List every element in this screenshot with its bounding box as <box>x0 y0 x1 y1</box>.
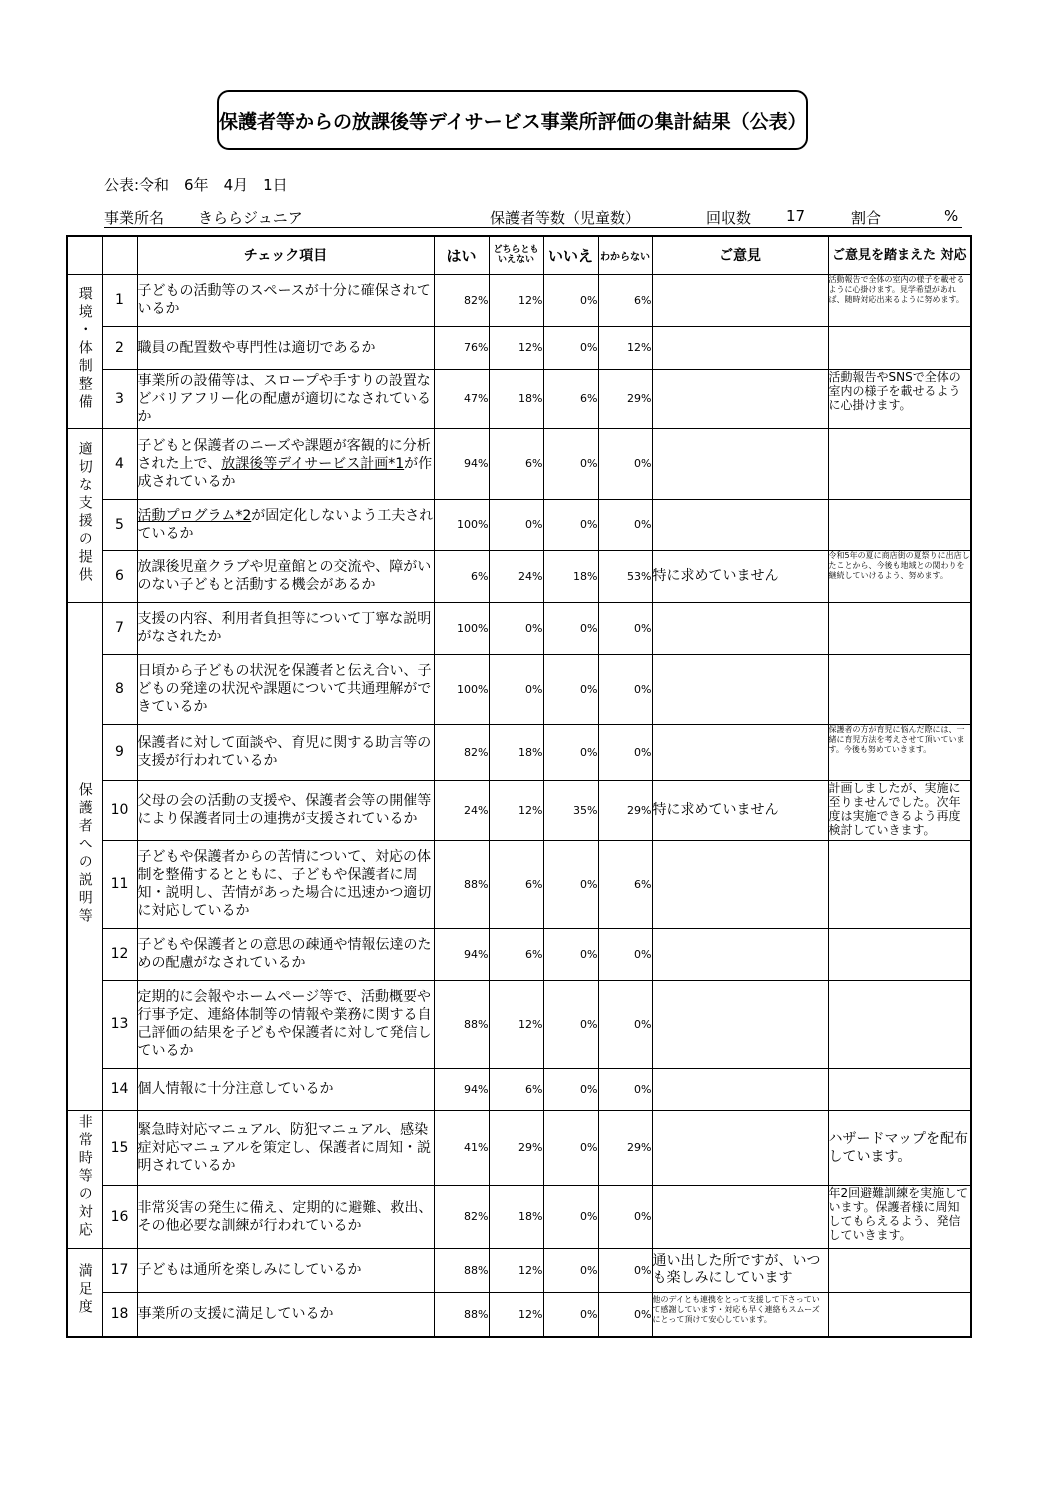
table-row <box>67 928 971 980</box>
page-title: 保護者等からの放課後等デイサービス事業所評価の集計結果（公表） <box>217 90 808 150</box>
check-item: 保護者に対して面談や、育児に関する助言等の支援が行われているか <box>137 724 434 780</box>
table-row <box>67 274 971 326</box>
neither-pct: 6% <box>489 1068 543 1110</box>
row-number: 5 <box>102 499 137 550</box>
opinion <box>652 369 828 428</box>
table-row <box>67 724 971 780</box>
opinion <box>652 1185 828 1248</box>
facility-name: きららジュニア <box>198 209 303 227</box>
yes-pct: 82% <box>434 274 489 326</box>
yes-pct: 88% <box>434 1292 489 1337</box>
row-number: 6 <box>102 550 137 602</box>
check-item: 緊急時対応マニュアル、防犯マニュアル、感染症対応マニュアルを策定し、保護者に周知・説明されているか <box>137 1110 434 1185</box>
table-row <box>67 840 971 928</box>
yes-pct: 47% <box>434 369 489 428</box>
row-number: 18 <box>102 1292 137 1337</box>
neither-pct: 29% <box>489 1110 543 1185</box>
header-no: いいえ <box>543 236 598 274</box>
ratio-unit: % <box>944 207 959 225</box>
neither-pct: 18% <box>489 724 543 780</box>
opinion <box>652 1068 828 1110</box>
table-row <box>67 1292 971 1337</box>
plan-link-text: 放課後等デイサービス計画*1 <box>221 455 405 472</box>
unknown-pct: 29% <box>598 780 652 840</box>
unknown-pct: 0% <box>598 1248 652 1292</box>
response <box>828 1068 971 1110</box>
no-pct: 0% <box>543 928 598 980</box>
guardians-label: 保護者等数（児童数） <box>490 209 641 227</box>
table-row <box>67 1068 971 1110</box>
publication-date: 公表:令和 6年 4月 1日 <box>104 176 288 194</box>
opinion <box>652 840 828 928</box>
unknown-pct: 6% <box>598 274 652 326</box>
response: ハザードマップを配布しています。 <box>828 1110 971 1185</box>
opinion <box>652 326 828 369</box>
check-item-text-end: が作成されているか <box>137 455 433 490</box>
no-pct: 35% <box>543 780 598 840</box>
response <box>828 428 971 499</box>
opinion <box>652 928 828 980</box>
yes-pct: 94% <box>434 428 489 499</box>
evaluation-table <box>66 235 972 1338</box>
table-row <box>67 550 971 602</box>
check-item: 子どもや保護者との意思の疎通や情報伝達のための配慮がなされているか <box>137 928 434 980</box>
yes-pct: 88% <box>434 1248 489 1292</box>
response: 活動報告やSNSで全体の室内の様子を載せるように心掛けます。 <box>828 369 971 428</box>
category-satisfaction: 満足度 <box>76 1263 93 1318</box>
neither-pct: 12% <box>489 1292 543 1337</box>
response <box>828 840 971 928</box>
check-item: 事業所の設備等は、スロープや手すりの設置などバリアフリー化の配慮が適切になされているか <box>137 369 434 428</box>
neither-pct: 18% <box>489 369 543 428</box>
row-number: 3 <box>102 369 137 428</box>
facility-label: 事業所名 <box>104 209 165 227</box>
check-item: 子どもは通所を楽しみにしているか <box>137 1248 434 1292</box>
no-pct: 0% <box>543 724 598 780</box>
neither-pct: 0% <box>489 499 543 550</box>
response <box>828 1248 971 1292</box>
no-pct: 0% <box>543 1185 598 1248</box>
row-number: 16 <box>102 1185 137 1248</box>
check-item <box>137 428 434 499</box>
neither-pct: 12% <box>489 1248 543 1292</box>
yes-pct: 88% <box>434 840 489 928</box>
response: 年2回避難訓練を実施しています。保護者様に周知してもらえるよう、発信していきます。 <box>828 1185 971 1248</box>
row-number: 14 <box>102 1068 137 1110</box>
opinion <box>652 428 828 499</box>
row-number: 12 <box>102 928 137 980</box>
no-pct: 0% <box>543 274 598 326</box>
check-item: 支援の内容、利用者負担等について丁寧な説明がなされたか <box>137 602 434 654</box>
category-emergency: 非常時等の対応 <box>76 1114 93 1240</box>
ratio-label: 割合 <box>851 209 882 227</box>
row-number: 17 <box>102 1248 137 1292</box>
no-pct: 0% <box>543 499 598 550</box>
yes-pct: 100% <box>434 654 489 724</box>
no-pct: 0% <box>543 1292 598 1337</box>
header-row <box>67 236 971 274</box>
response: 計画しましたが、実施に至りませんでした。次年度は実施できるよう再度検討していきます。 <box>828 780 971 840</box>
table-row <box>67 980 971 1068</box>
category-env: 環境・体制整備 <box>76 286 93 412</box>
table-row <box>67 499 971 550</box>
response: 活動報告で全体の室内の様子を載せるように心掛けます。見学希望があれば、随時対応出来るように努めます。 <box>828 274 971 326</box>
neither-pct: 24% <box>489 550 543 602</box>
unknown-pct: 0% <box>598 1068 652 1110</box>
no-pct: 6% <box>543 369 598 428</box>
yes-pct: 41% <box>434 1110 489 1185</box>
row-number: 2 <box>102 326 137 369</box>
response <box>828 602 971 654</box>
header-yes: はい <box>434 236 489 274</box>
response: 令和5年の夏に商店街の夏祭りに出店したことから、今後も地域との関わりを継続していけるよう、努めます。 <box>828 550 971 602</box>
table-row <box>67 602 971 654</box>
row-number: 8 <box>102 654 137 724</box>
table-row <box>67 654 971 724</box>
unknown-pct: 29% <box>598 1110 652 1185</box>
table-row <box>67 326 971 369</box>
category-guardian: 保護者への説明等 <box>76 782 93 926</box>
unknown-pct: 0% <box>598 1292 652 1337</box>
header-neither: どちらとも いえない <box>489 236 543 274</box>
category-support: 適切な支援の提供 <box>76 441 93 585</box>
yes-pct: 24% <box>434 780 489 840</box>
response <box>828 326 971 369</box>
response <box>828 499 971 550</box>
opinion: 通い出した所ですが、いつも楽しみにしています <box>652 1248 828 1292</box>
check-item: 子どもの活動等のスペースが十分に確保されているか <box>137 274 434 326</box>
neither-pct: 0% <box>489 654 543 724</box>
opinion: 特に求めていません <box>652 550 828 602</box>
response <box>828 1292 971 1337</box>
row-number: 1 <box>102 274 137 326</box>
no-pct: 0% <box>543 428 598 499</box>
response <box>828 980 971 1068</box>
collected-label: 回収数 <box>706 209 752 227</box>
check-item: 放課後児童クラブや児童館との交流や、障がいのない子どもと活動する機会があるか <box>137 550 434 602</box>
yes-pct: 82% <box>434 1185 489 1248</box>
opinion: 他のデイとも連携をとって支援して下さっていて感謝しています・対応も早く連絡もスムーズにとって頂けて安心しています。 <box>652 1292 828 1337</box>
no-pct: 0% <box>543 1110 598 1185</box>
check-item <box>137 499 434 550</box>
check-item-text: 子どもと保護者のニーズや課題が客観的に分析された上で、 <box>137 437 431 472</box>
program-link-text: 活動プログラム*2 <box>137 507 252 524</box>
yes-pct: 94% <box>434 1068 489 1110</box>
no-pct: 0% <box>543 326 598 369</box>
check-item: 事業所の支援に満足しているか <box>137 1292 434 1337</box>
check-item: 非常災害の発生に備え、定期的に避難、救出、その他必要な訓練が行われているか <box>137 1185 434 1248</box>
row-number: 9 <box>102 724 137 780</box>
header-opinion: ご意見 <box>652 236 828 274</box>
yes-pct: 76% <box>434 326 489 369</box>
opinion <box>652 654 828 724</box>
neither-pct: 12% <box>489 980 543 1068</box>
row-number: 10 <box>102 780 137 840</box>
info-underline <box>104 227 962 228</box>
header-unknown: わからない <box>598 236 652 274</box>
yes-pct: 88% <box>434 980 489 1068</box>
yes-pct: 82% <box>434 724 489 780</box>
no-pct: 18% <box>543 550 598 602</box>
check-item: 父母の会の活動の支援や、保護者会等の開催等により保護者同士の連携が支援されているか <box>137 780 434 840</box>
no-pct: 0% <box>543 840 598 928</box>
check-item: 個人情報に十分注意しているか <box>137 1068 434 1110</box>
check-item-text-end: が固定化しないよう工夫されているか <box>137 507 434 542</box>
opinion <box>652 274 828 326</box>
unknown-pct: 0% <box>598 724 652 780</box>
response: 保護者の方が育児に悩んだ際には、一緒に育児方法を考えさせて頂いています。今後も努めていきます。 <box>828 724 971 780</box>
yes-pct: 100% <box>434 602 489 654</box>
check-item: 子どもや保護者からの苦情について、対応の体制を整備するとともに、子どもや保護者に周知・説明し、苦情があった場合に迅速かつ適切に対応しているか <box>137 840 434 928</box>
yes-pct: 100% <box>434 499 489 550</box>
table-row <box>67 1110 971 1185</box>
no-pct: 0% <box>543 654 598 724</box>
no-pct: 0% <box>543 1068 598 1110</box>
row-number: 4 <box>102 428 137 499</box>
opinion <box>652 499 828 550</box>
unknown-pct: 0% <box>598 980 652 1068</box>
no-pct: 0% <box>543 980 598 1068</box>
table-row <box>67 428 971 499</box>
opinion <box>652 724 828 780</box>
table-row <box>67 1248 971 1292</box>
check-item: 日頃から子どもの状況を保護者と伝え合い、子どもの発達の状況や課題について共通理解ができているか <box>137 654 434 724</box>
neither-pct: 6% <box>489 840 543 928</box>
unknown-pct: 0% <box>598 602 652 654</box>
response <box>828 928 971 980</box>
table-row <box>67 780 971 840</box>
opinion <box>652 1110 828 1185</box>
row-number: 13 <box>102 980 137 1068</box>
yes-pct: 94% <box>434 928 489 980</box>
row-number: 7 <box>102 602 137 654</box>
header-response: ご意見を踏まえた 対応 <box>828 236 971 274</box>
neither-pct: 0% <box>489 602 543 654</box>
table-row <box>67 1185 971 1248</box>
opinion <box>652 980 828 1068</box>
unknown-pct: 0% <box>598 1185 652 1248</box>
unknown-pct: 0% <box>598 928 652 980</box>
neither-pct: 6% <box>489 928 543 980</box>
no-pct: 0% <box>543 602 598 654</box>
collected-value: 17 <box>786 207 806 225</box>
check-item: 定期的に会報やホームページ等で、活動概要や行事予定、連絡体制等の情報や業務に関する自己評価の結果を子どもや保護者に対して発信しているか <box>137 980 434 1068</box>
header-check: チェック項目 <box>137 236 434 274</box>
unknown-pct: 0% <box>598 499 652 550</box>
yes-pct: 6% <box>434 550 489 602</box>
row-number: 15 <box>102 1110 137 1185</box>
neither-pct: 18% <box>489 1185 543 1248</box>
opinion: 特に求めていません <box>652 780 828 840</box>
table-row <box>67 369 971 428</box>
response <box>828 654 971 724</box>
unknown-pct: 0% <box>598 428 652 499</box>
row-number: 11 <box>102 840 137 928</box>
unknown-pct: 53% <box>598 550 652 602</box>
neither-pct: 12% <box>489 326 543 369</box>
neither-pct: 6% <box>489 428 543 499</box>
no-pct: 0% <box>543 1248 598 1292</box>
unknown-pct: 6% <box>598 840 652 928</box>
check-item: 職員の配置数や専門性は適切であるか <box>137 326 434 369</box>
neither-pct: 12% <box>489 780 543 840</box>
opinion <box>652 602 828 654</box>
unknown-pct: 29% <box>598 369 652 428</box>
unknown-pct: 12% <box>598 326 652 369</box>
unknown-pct: 0% <box>598 654 652 724</box>
neither-pct: 12% <box>489 274 543 326</box>
